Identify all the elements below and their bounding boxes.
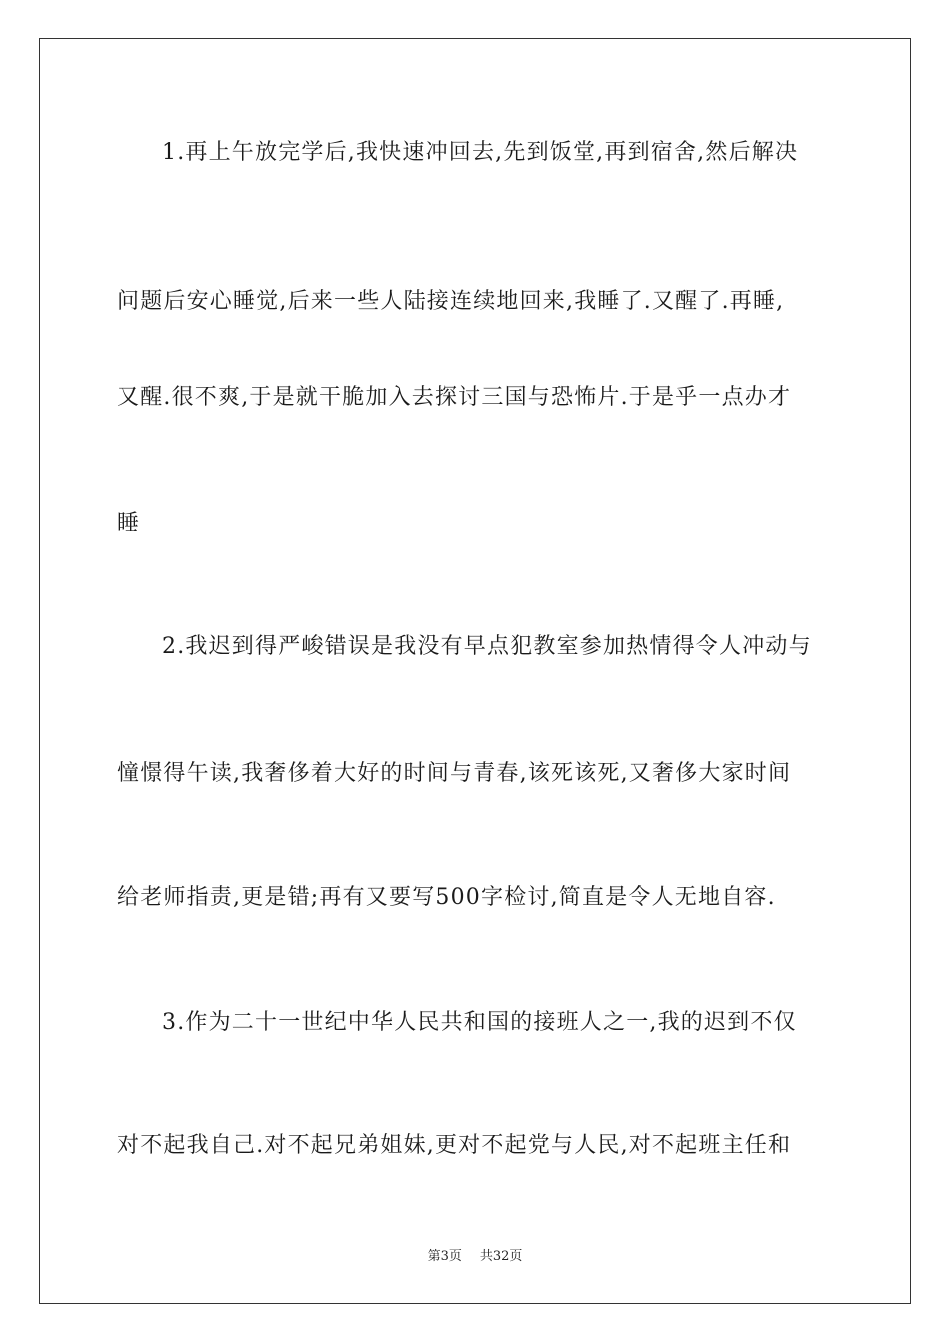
paragraph-3-line-1: 3.作为二十一世纪中华人民共和国的接班人之一,我的迟到不仅 (162, 1010, 797, 1035)
page-total: 共32页 (479, 1249, 523, 1264)
page-number: 第3页 (427, 1249, 462, 1264)
paragraph-1-line-1: 1.再上午放完学后,我快速冲回去,先到饭堂,再到宿舍,然后解决 (162, 140, 799, 165)
paragraph-1-line-4: 睡 (117, 511, 141, 536)
paragraph-2-line-3: 给老师指责,更是错;再有又要写500字检讨,简直是令人无地自容. (117, 885, 776, 910)
paragraph-1-line-2: 问题后安心睡觉,后来一些人陆接连续地回来,我睡了.又醒了.再睡, (117, 289, 785, 314)
paragraph-3-line-2: 对不起我自己.对不起兄弟姐妹,更对不起党与人民,对不起班主任和 (117, 1133, 792, 1158)
page-footer (0, 1248, 950, 1266)
page-frame (39, 38, 911, 1304)
paragraph-2-line-2: 憧憬得午读,我奢侈着大好的时间与青春,该死该死,又奢侈大家时间 (117, 761, 792, 786)
paragraph-1-line-3: 又醒.很不爽,于是就干脆加入去探讨三国与恐怖片.于是乎一点办才 (117, 385, 792, 410)
paragraph-2-line-1: 2.我迟到得严峻错误是我没有早点犯教室参加热情得令人冲动与 (162, 634, 812, 659)
